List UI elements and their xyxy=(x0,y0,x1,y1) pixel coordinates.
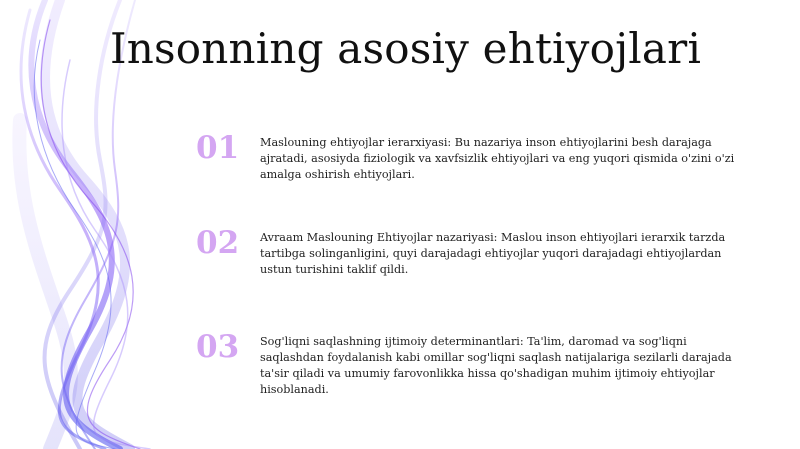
item-text: Avraam Maslouning Ehtiyojlar nazariyasi: Maslou inson ehtiyojlari ierarxik tarzda tartibga solinganligini, quyi darajadagi ehtiyojlar yuqori darajadagi ehtiyojlardan ustun turishini taklif qildi. xyxy=(260,231,726,276)
item-text: Sog'liqni saqlashning ijtimoiy determinantlari: Ta'lim, daromad va sog'liqni saqlashdan foydalanish kabi omillar sog'liqni saqlash natijalariga sezilarli darajada ta'sir qiladi va umumiy farovonlikka hissa qo'shadigan muhim ijtimoiy ehtiyojlar hisoblanadi. xyxy=(260,335,732,396)
slide-title: Insonning asosiy ehtiyojlari xyxy=(110,24,702,73)
item-number: 01 xyxy=(196,130,240,166)
item-text: Maslouning ehtiyojlar ierarxiyasi: Bu nazariya inson ehtiyojlarini besh darajaga ajratadi, asosiyda fiziologik va xavfsizlik ehtiyojlari va eng yuqori qismida o'zini o'zi amalga oshirish ehtiyojlari. xyxy=(260,136,735,181)
item-number: 03 xyxy=(196,329,240,365)
item-number: 02 xyxy=(196,225,240,261)
